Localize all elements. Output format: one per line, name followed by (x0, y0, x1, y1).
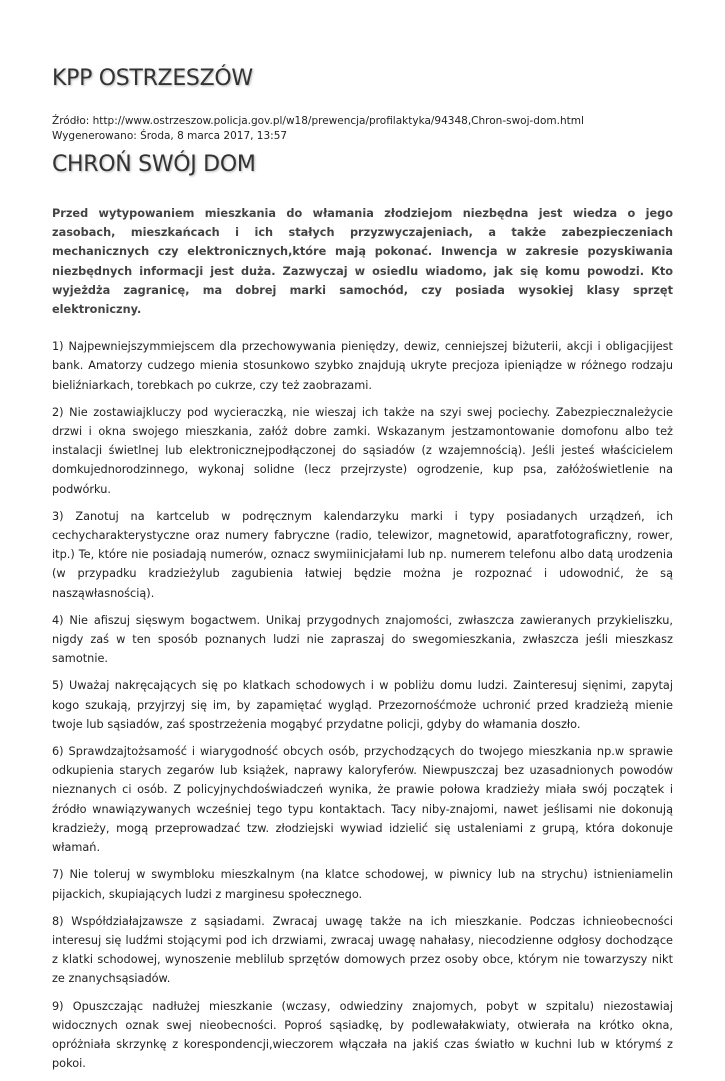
document-meta (52, 114, 584, 144)
article-paragraph-7: 7) Nie toleruj w swymbloku mieszkalnym (na klatce schodowej, w piwnicy lub na strychu) istnieniamelin pijackich, skupiających ludzi z marginesu społecznego. (52, 868, 673, 901)
article-body (52, 204, 673, 1081)
generated-line: Wygenerowano: Środa, 8 marca 2017, 13:57 (52, 130, 288, 142)
article-title: CHROŃ SWÓJ DOM (52, 152, 256, 177)
source-line: Źródło: http://www.ostrzeszow.policja.gov.pl/w18/prewencja/profilaktyka/94348,Chron-swoj-dom.html (52, 115, 584, 127)
article-lead: Przed wytypowaniem mieszkania do włamania złodziejom niezbędna jest wiedza o jego zasobach, mieszkańcach i ich stałych przyzwyczajeniach, a także zabezpieczeniach mechanicznych czy elektronicznych,które mają pokonać. Inwencja w zakresie pozyskiwania niezbędnych informacji jest duża. Zazwyczaj w osiedlu wiadomo, jak się komu powodzi. Kto wyjeżdża zagranicę, ma dobrej marki samochód, czy posiada wysokiej klasy sprzęt elektroniczny. (52, 207, 673, 317)
article-paragraph-6: 6) Sprawdzajtożsamość i wiarygodność obcych osób, przychodzących do twojego mieszkania np.w sprawie odkupienia starych zegarów lub książek, naprawy kaloryferów. Niewpuszczaj bez uzasadnionych powodów nieznanych ci osób. Z policyjnychdoświadczeń wynika, że prawie połowa kradzieży miała swój początek i źródło wnawiązywanych wcześniej tego typu kontaktach. Tacy niby-znajomi, nawet jeślisami nie dokonują kradzieży, mogą przeprowadzać tzw. złodziejski wywiad idzielić się ustaleniami z grupą, która dokonuje włamań. (52, 745, 673, 855)
article-paragraph-3: 3) Zanotuj na kartcelub w podręcznym kalendarzyku marki i typy posiadanych urządzeń, ich cechycharakterystyczne oraz numery fabryczne (radio, telewizor, magnetowid, aparatfotograficzny, rower, itp.) Te, które nie posiadają numerów, oznacz swymiinicjałami lub np. numerem telefonu albo datą urodzenia (w przypadku kradzieżylub zagubienia łatwiej będzie można je rozpoznać i udowodnić, że są nasząwłasnością). (52, 509, 673, 600)
article-paragraph-9: 9) Opuszczając nadłużej mieszkanie (wczasy, odwiedziny znajomych, pobyt w szpitalu) niezostawiaj widocznych oznak swej nieobecności. Poproś sąsiadkę, by podlewałakwiaty, otwierała na krótko okna, opróżniała skrzynkę z korespondencji,wieczorem włączała na jakiś czas światło w kuchni lub w którymś z pokoi. (52, 999, 673, 1071)
site-title: KPP OSTRZESZÓW (52, 66, 253, 91)
article-paragraph-5: 5) Uważaj nakręcających się po klatkach schodowych i w pobliżu domu ludzi. Zainteresuj sięnimi, zapytaj kogo szukają, przyjrzyj się im, by zapamiętać wygląd. Przezornośćmoże uchronić przed kradzieżą mienie twoje lub sąsiadów, zaś spostrzeżenia mogąbyć przydatne policji, gdyby do włamania doszło. (52, 679, 673, 731)
article-paragraph-2: 2) Nie zostawiajkluczy pod wycieraczką, nie wieszaj ich także na szyi swej pociechy. Zabezpiecznależycie drzwi i okna swojego mieszkania, załóż dobre zamki. Wskazanym jestzamontowanie domofonu albo też instalacji świetlnej lub elektronicznejpodłączonej do sąsiadów (z wzajemnością). Jeśli jesteś właścicielem domkujednorodzinnego, wykonaj solidne (lecz przejrzyste) ogrodzenie, kup psa, załóżoświetlenie na podwórku. (52, 405, 673, 496)
article-paragraph-1: 1) Najpewniejszymmiejscem dla przechowywania pieniędzy, dewiz, cenniejszej biżuterii, akcji i obligacjijest bank. Amatorzy cudzego mienia stosunkowo szybko znajdują ukryte precjoza ipieniądze w różnego rodzaju bieliźniarkach, torebkach po cukrze, czy też zaobrazami. (52, 340, 673, 392)
article-paragraph-8: 8) Współdziałajzawsze z sąsiadami. Zwracaj uwagę także na ich mieszkanie. Podczas ichnieobecności interesuj się ludźmi stojącymi pod ich drzwiami, zwracaj uwagę nahałasy, niecodzienne odgłosy dochodzące z klatki schodowej, wynoszenie meblilub sprzętów domowych przez osoby obce, którym nie towarzyszy nikt ze znanychsąsiadów. (52, 914, 673, 986)
article-paragraph-4: 4) Nie afiszuj sięswym bogactwem. Unikaj przygodnych znajomości, zwłaszcza zawieranych przykieliszku, nigdy zaś w ten sposób poznanych ludzi nie zapraszaj do swegomieszkania, zwłaszcza jeśli mieszkasz samotnie. (52, 613, 673, 666)
